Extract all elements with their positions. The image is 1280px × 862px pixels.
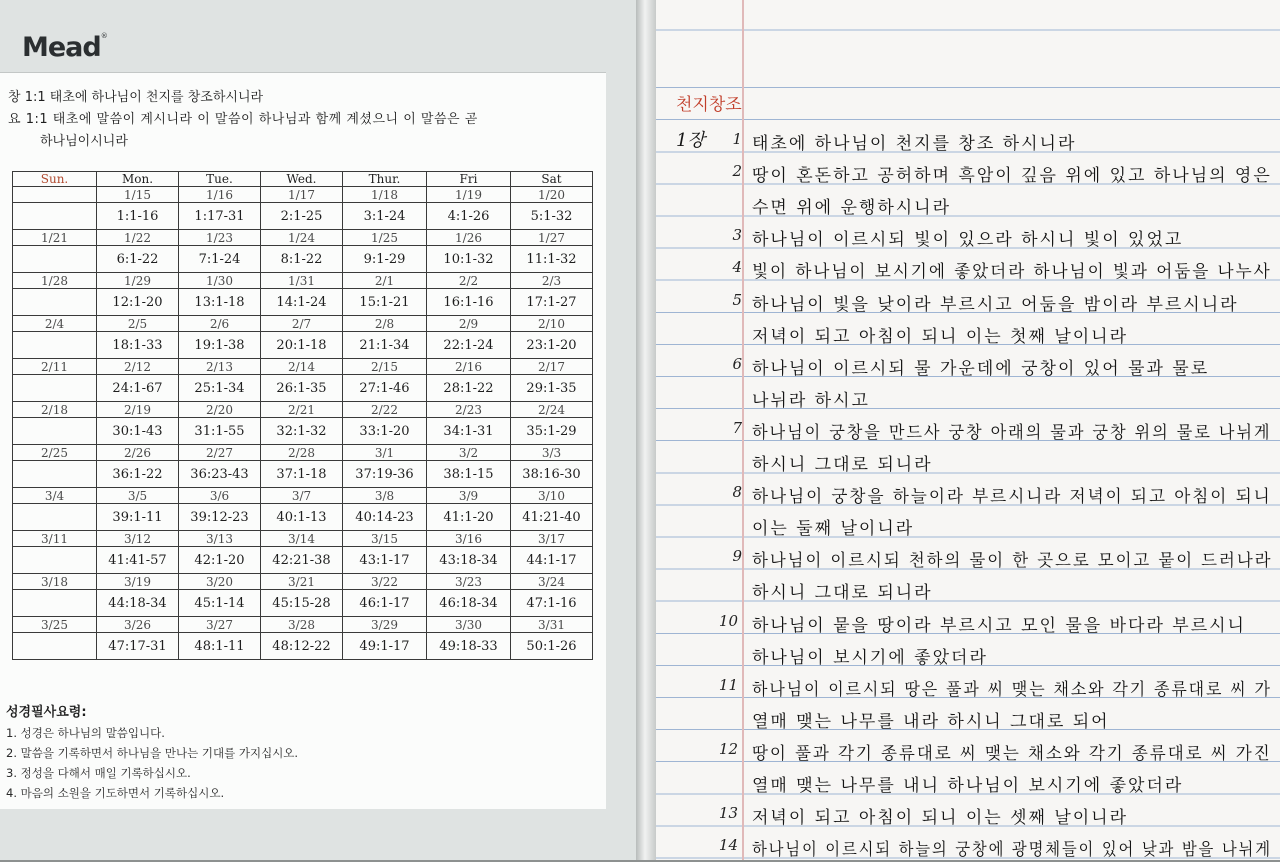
verse-text: 열매 맺는 나무를 내라 하시니 그대로 되어	[752, 711, 1110, 732]
handwritten-line	[656, 802, 1280, 830]
date-cell: 3/5	[97, 488, 179, 504]
verse-number: 2	[732, 162, 742, 181]
week-date-row	[13, 359, 593, 375]
date-cell: 1/19	[427, 187, 511, 203]
column-header: Sat	[511, 172, 593, 187]
reading-cell: 24:1-67	[97, 375, 179, 402]
reading-cell: 41:41-57	[97, 547, 179, 574]
chapter-label: 1장	[676, 130, 705, 151]
date-cell: 3/26	[97, 617, 179, 633]
week-reading-row	[13, 504, 593, 531]
reading-cell: 38:16-30	[511, 461, 593, 488]
reading-cell	[13, 375, 97, 402]
reading-cell: 43:18-34	[427, 547, 511, 574]
date-cell: 3/15	[343, 531, 427, 547]
reading-cell: 25:1-34	[179, 375, 261, 402]
registered-mark: ®	[100, 32, 108, 40]
handwritten-line	[656, 770, 1280, 798]
reading-cell: 28:1-22	[427, 375, 511, 402]
date-cell: 2/24	[511, 402, 593, 418]
date-cell: 2/23	[427, 402, 511, 418]
verse-text: 하나님이 궁창을 만드사 궁창 아래의 물과 궁창 위의 물로 나뉘게	[752, 422, 1272, 443]
column-header: Fri	[427, 172, 511, 187]
reading-cell: 40:14-23	[343, 504, 427, 531]
reading-cell: 39:1-11	[97, 504, 179, 531]
date-cell: 1/29	[97, 273, 179, 289]
verse-text: 하시니 그대로 되니라	[752, 455, 933, 475]
date-cell: 1/30	[179, 273, 261, 289]
verse-number: 13	[718, 804, 738, 823]
verse-john: 요 1:1 태초에 말씀이 계시니라 이 말씀이 하나님과 함께 계셨으니 이 말씀은 곧	[8, 112, 478, 127]
week-reading-row	[13, 547, 593, 574]
verse-text: 하나님이 이르시되 땅은 풀과 씨 맺는 채소와 각기 종류대로 씨 가	[752, 679, 1272, 700]
date-cell: 2/19	[97, 402, 179, 418]
reading-cell	[13, 547, 97, 574]
reading-cell	[13, 418, 97, 445]
guide-item: 4. 마음의 소원을 기도하면서 기록하십시오.	[6, 786, 225, 800]
date-cell: 2/15	[343, 359, 427, 375]
date-cell: 2/4	[13, 316, 97, 332]
reading-cell: 27:1-46	[343, 375, 427, 402]
reading-cell: 35:1-29	[511, 418, 593, 445]
week-reading-row	[13, 461, 593, 488]
date-cell: 2/12	[97, 359, 179, 375]
mead-logo: Mead®	[22, 32, 108, 63]
reading-cell: 41:1-20	[427, 504, 511, 531]
verse-text: 하나님이 빛을 낮이라 부르시고 어둠을 밤이라 부르시니라	[752, 294, 1239, 315]
date-cell: 2/13	[179, 359, 261, 375]
verse-text: 하나님이 이르시되 물 가운데에 궁창이 있어 물과 물로	[752, 358, 1210, 379]
handwritten-line	[656, 321, 1280, 349]
date-cell: 1/18	[343, 187, 427, 203]
verse-text: 수면 위에 운행하시니라	[752, 198, 952, 219]
date-cell: 3/1	[343, 445, 427, 461]
reading-cell: 47:17-31	[97, 633, 179, 660]
date-cell: 3/24	[511, 574, 593, 590]
handwritten-line	[656, 385, 1280, 413]
date-cell: 2/3	[511, 273, 593, 289]
reading-cell	[13, 504, 97, 531]
date-cell: 2/16	[427, 359, 511, 375]
week-reading-row	[13, 289, 593, 316]
reading-cell: 31:1-55	[179, 418, 261, 445]
week-date-row	[13, 445, 593, 461]
reading-cell: 6:1-22	[97, 246, 179, 273]
left-page	[0, 0, 636, 860]
verse-text: 하나님이 보시기에 좋았더라	[752, 647, 988, 668]
date-cell: 3/29	[343, 617, 427, 633]
date-cell: 3/30	[427, 617, 511, 633]
reading-cell: 12:1-20	[97, 289, 179, 316]
reading-cell: 13:1-18	[179, 289, 261, 316]
verse-text: 땅이 풀과 각기 종류대로 씨 맺는 채소와 각기 종류대로 씨 가진	[752, 743, 1272, 764]
reading-cell: 46:18-34	[427, 590, 511, 617]
column-header: Wed.	[261, 172, 343, 187]
date-cell: 2/5	[97, 316, 179, 332]
reading-cell	[13, 461, 97, 488]
date-cell: 1/28	[13, 273, 97, 289]
date-cell: 1/21	[13, 230, 97, 246]
week-date-row	[13, 617, 593, 633]
verse-text: 나뉘라 하시고	[752, 390, 870, 411]
handwritten-line	[656, 610, 1280, 638]
date-cell: 3/7	[261, 488, 343, 504]
handwritten-line	[656, 545, 1280, 573]
handwritten-line	[656, 577, 1280, 605]
reading-cell: 26:1-35	[261, 375, 343, 402]
reading-cell: 36:1-22	[97, 461, 179, 488]
week-date-row	[13, 574, 593, 590]
verse-text: 하나님이 이르시되 천하의 물이 한 곳으로 모이고 뭍이 드러나라	[752, 551, 1273, 572]
schedule-header-row	[13, 172, 593, 187]
reading-cell: 21:1-34	[343, 332, 427, 359]
handwritten-line	[656, 224, 1280, 252]
reading-cell: 39:12-23	[179, 504, 261, 531]
verse-number: 12	[718, 739, 738, 758]
week-reading-row	[13, 633, 593, 660]
reading-cell: 2:1-25	[261, 203, 343, 230]
date-cell: 2/22	[343, 402, 427, 418]
guide-item: 3. 정성을 다해서 매일 기록하십시오.	[6, 766, 191, 780]
date-cell	[13, 187, 97, 203]
column-header: Mon.	[97, 172, 179, 187]
column-header: Tue.	[179, 172, 261, 187]
reading-cell: 1:17-31	[179, 203, 261, 230]
reading-cell: 29:1-35	[511, 375, 593, 402]
verse-genesis: 창 1:1 태초에 하나님이 천지를 창조하시니라	[8, 90, 264, 105]
week-date-row	[13, 230, 593, 246]
handwritten-line	[656, 642, 1280, 670]
week-date-row	[13, 316, 593, 332]
date-cell: 2/14	[261, 359, 343, 375]
reading-cell: 30:1-43	[97, 418, 179, 445]
verse-number: 1	[732, 130, 742, 148]
verse-text: 빛이 하나님이 보시기에 좋았더라 하나님이 빛과 어둠을 나누사	[752, 262, 1272, 283]
date-cell: 3/9	[427, 488, 511, 504]
reading-cell: 11:1-32	[511, 246, 593, 273]
handwritten-line	[656, 192, 1280, 220]
reading-cell: 48:12-22	[261, 633, 343, 660]
reading-cell: 20:1-18	[261, 332, 343, 359]
reading-cell: 5:1-32	[511, 203, 593, 230]
verse-text: 하나님이 뭍을 땅이라 부르시고 모인 물을 바다라 부르시니	[752, 615, 1246, 636]
date-cell: 3/3	[511, 445, 593, 461]
date-cell: 2/20	[179, 402, 261, 418]
date-cell: 1/31	[261, 273, 343, 289]
reading-cell	[13, 289, 97, 316]
schedule-body	[13, 187, 593, 660]
column-header: Thur.	[343, 172, 427, 187]
date-cell: 3/10	[511, 488, 593, 504]
handwritten-line	[656, 353, 1280, 381]
verse-text: 저녁이 되고 아침이 되니 이는 첫째 날이니라	[752, 326, 1129, 347]
verse-number: 14	[718, 836, 738, 855]
date-cell: 3/28	[261, 617, 343, 633]
reading-cell	[13, 203, 97, 230]
reading-cell: 22:1-24	[427, 332, 511, 359]
date-cell: 2/10	[511, 316, 593, 332]
date-cell: 2/26	[97, 445, 179, 461]
handwritten-line	[656, 834, 1280, 862]
date-cell: 3/6	[179, 488, 261, 504]
date-cell: 3/19	[97, 574, 179, 590]
reading-cell: 45:1-14	[179, 590, 261, 617]
reading-cell: 34:1-31	[427, 418, 511, 445]
reading-cell: 46:1-17	[343, 590, 427, 617]
handwritten-line	[656, 674, 1280, 702]
verse-text: 저녁이 되고 아침이 되니 이는 셋째 날이니라	[752, 808, 1129, 829]
verse-number: 8	[732, 483, 742, 502]
reading-cell	[13, 332, 97, 359]
date-cell: 3/16	[427, 531, 511, 547]
reading-cell	[13, 246, 97, 273]
reading-cell: 16:1-16	[427, 289, 511, 316]
handwritten-line	[656, 289, 1280, 317]
reading-cell: 7:1-24	[179, 246, 261, 273]
notebook-spine	[636, 0, 656, 860]
date-cell: 1/24	[261, 230, 343, 246]
reading-cell: 33:1-20	[343, 418, 427, 445]
guide-item: 1. 성경은 하나님의 말씀입니다.	[6, 726, 165, 740]
verse-number: 6	[732, 354, 742, 373]
date-cell: 2/25	[13, 445, 97, 461]
verse-number: 4	[732, 258, 742, 277]
verse-text: 하시니 그대로 되니라	[752, 583, 933, 604]
reading-cell: 32:1-32	[261, 418, 343, 445]
reading-cell: 4:1-26	[427, 203, 511, 230]
verse-number: 5	[732, 290, 742, 309]
date-cell: 2/17	[511, 359, 593, 375]
date-cell: 3/11	[13, 531, 97, 547]
date-cell: 3/8	[343, 488, 427, 504]
handwritten-line	[656, 449, 1280, 477]
week-date-row	[13, 531, 593, 547]
verse-text: 땅이 혼돈하고 공허하며 흑암이 깊음 위에 있고 하나님의 영은	[752, 166, 1272, 187]
reading-cell: 1:1-16	[97, 203, 179, 230]
date-cell: 3/23	[427, 574, 511, 590]
reading-cell: 37:19-36	[343, 461, 427, 488]
date-cell: 2/7	[261, 316, 343, 332]
right-page-handwriting	[656, 0, 1280, 860]
date-cell: 3/27	[179, 617, 261, 633]
verse-text: 하나님이 궁창을 하늘이라 부르시니라 저녁이 되고 아침이 되니	[752, 487, 1272, 508]
reading-cell: 10:1-32	[427, 246, 511, 273]
date-cell: 2/2	[427, 273, 511, 289]
date-cell: 3/13	[179, 531, 261, 547]
handwritten-line	[656, 128, 1280, 156]
reading-cell: 44:1-17	[511, 547, 593, 574]
reading-cell: 9:1-29	[343, 246, 427, 273]
date-cell: 1/22	[97, 230, 179, 246]
week-reading-row	[13, 246, 593, 273]
verse-text: 하나님이 이르시되 하늘의 궁창에 광명체들이 있어 낮과 밤을 나뉘게	[752, 840, 1272, 861]
date-cell: 3/18	[13, 574, 97, 590]
handwritten-line	[656, 513, 1280, 541]
handwritten-line	[656, 160, 1280, 188]
handwritten-line	[656, 738, 1280, 766]
verse-text: 이는 둘째 날이니라	[752, 519, 915, 540]
date-cell: 2/18	[13, 402, 97, 418]
reading-cell: 14:1-24	[261, 289, 343, 316]
date-cell: 1/20	[511, 187, 593, 203]
date-cell: 3/14	[261, 531, 343, 547]
date-cell: 1/27	[511, 230, 593, 246]
column-header: Sun.	[13, 172, 97, 187]
handwritten-line	[656, 256, 1280, 284]
reading-cell: 15:1-21	[343, 289, 427, 316]
date-cell: 2/11	[13, 359, 97, 375]
handwritten-title: 천지창조	[676, 95, 742, 115]
reading-cell: 50:1-26	[511, 633, 593, 660]
date-cell: 1/26	[427, 230, 511, 246]
reading-cell: 48:1-11	[179, 633, 261, 660]
date-cell: 1/15	[97, 187, 179, 203]
reading-cell: 42:1-20	[179, 547, 261, 574]
reading-cell: 17:1-27	[511, 289, 593, 316]
reading-cell: 47:1-16	[511, 590, 593, 617]
week-date-row	[13, 187, 593, 203]
verse-number: 7	[732, 418, 742, 437]
reading-cell: 41:21-40	[511, 504, 593, 531]
week-date-row	[13, 488, 593, 504]
verse-number: 11	[718, 675, 738, 694]
date-cell: 2/1	[343, 273, 427, 289]
reading-cell: 45:15-28	[261, 590, 343, 617]
guide-item: 2. 말씀을 기록하면서 하나님을 만나는 기대를 가지십시오.	[6, 746, 299, 760]
date-cell: 2/21	[261, 402, 343, 418]
reading-cell: 40:1-13	[261, 504, 343, 531]
date-cell: 2/8	[343, 316, 427, 332]
date-cell: 3/22	[343, 574, 427, 590]
verse-number: 3	[732, 226, 742, 245]
verse-john-continued: 하나님이시니라	[40, 134, 128, 149]
date-cell: 3/25	[13, 617, 97, 633]
date-cell: 1/25	[343, 230, 427, 246]
reading-cell: 49:1-17	[343, 633, 427, 660]
date-cell: 2/28	[261, 445, 343, 461]
date-cell: 3/12	[97, 531, 179, 547]
verse-number: 10	[718, 611, 738, 630]
date-cell: 3/21	[261, 574, 343, 590]
reading-cell: 19:1-38	[179, 332, 261, 359]
week-date-row	[13, 273, 593, 289]
week-reading-row	[13, 418, 593, 445]
week-reading-row	[13, 375, 593, 402]
reading-cell	[13, 590, 97, 617]
verse-text: 태초에 하나님이 천지를 창조 하시니라	[752, 134, 1077, 154]
date-cell: 2/6	[179, 316, 261, 332]
reading-cell: 18:1-33	[97, 332, 179, 359]
date-cell: 3/2	[427, 445, 511, 461]
reading-schedule-table	[12, 171, 593, 660]
date-cell: 1/17	[261, 187, 343, 203]
verse-number: 9	[732, 547, 742, 566]
reading-cell: 3:1-24	[343, 203, 427, 230]
verse-text: 열매 맺는 나무를 내니 하나님이 보시기에 좋았더라	[752, 776, 1184, 796]
reading-cell: 38:1-15	[427, 461, 511, 488]
date-cell: 3/20	[179, 574, 261, 590]
week-reading-row	[13, 203, 593, 230]
reading-cell: 23:1-20	[511, 332, 593, 359]
verse-text: 하나님이 이르시되 빛이 있으라 하시니 빛이 있었고	[752, 230, 1184, 251]
reading-cell: 42:21-38	[261, 547, 343, 574]
handwritten-line	[656, 481, 1280, 509]
reading-cell: 36:23-43	[179, 461, 261, 488]
reading-cell: 8:1-22	[261, 246, 343, 273]
week-date-row	[13, 402, 593, 418]
date-cell: 2/27	[179, 445, 261, 461]
reading-cell: 43:1-17	[343, 547, 427, 574]
copying-guide-title: 성경필사요령:	[6, 705, 87, 720]
reading-cell: 49:18-33	[427, 633, 511, 660]
reading-plan-sheet	[0, 72, 606, 809]
reading-cell	[13, 633, 97, 660]
date-cell: 1/16	[179, 187, 261, 203]
date-cell: 2/9	[427, 316, 511, 332]
date-cell: 3/17	[511, 531, 593, 547]
handwritten-line	[656, 706, 1280, 734]
week-reading-row	[13, 332, 593, 359]
week-reading-row	[13, 590, 593, 617]
reading-cell: 44:18-34	[97, 590, 179, 617]
date-cell: 3/31	[511, 617, 593, 633]
reading-cell: 37:1-18	[261, 461, 343, 488]
handwritten-line	[656, 417, 1280, 445]
date-cell: 1/23	[179, 230, 261, 246]
date-cell: 3/4	[13, 488, 97, 504]
